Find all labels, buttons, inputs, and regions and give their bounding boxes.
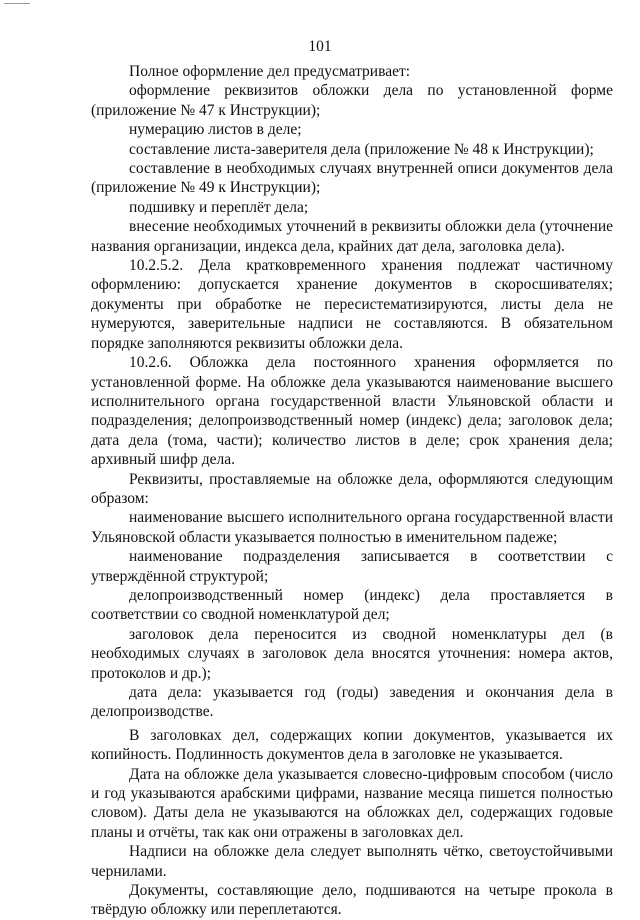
paragraph: В заголовках дел, содержащих копии документов, указывается их копийность. Подлинность документов дела в заголовке не указывается. [91, 726, 613, 764]
page-number: 101 [308, 38, 332, 55]
paragraph: подшивку и переплёт дела; [129, 198, 309, 216]
scan-artifact-top-left [4, 3, 30, 4]
paragraph: 10.2.6. Обложка дела постоянного хранения оформляется по установленной форме. На обложке дела указываются наименование высшего исполнительного органа государственной власти Ульяновской области и подразделения; делопроизводственный номер (индекс) дела; заголовок дела; дата дела (тома, части); количество листов в деле; срок хранения дела; архивный шифр дела. [91, 354, 613, 469]
paragraph: Документы, составляющие дело, подшиваются на четыре прокола в твёрдую обложку или переплетаются. [91, 882, 613, 919]
paragraph: внесение необходимых уточнений в реквизиты обложки дела (уточнение названия организации, индекса дела, крайних дат дела, заголовка дела). [91, 218, 613, 255]
paragraph: Полное оформление дел предусматривает: [129, 63, 411, 80]
paragraph: составление в необходимых случаях внутренней описи документов дела (приложение № 49 к Инструкции); [91, 160, 613, 197]
paragraph: делопроизводственный номер (индекс) дела проставляется в соответствии со сводной номенклатурой дел; [91, 586, 613, 624]
paragraph: наименование высшего исполнительного органа государственной власти Ульяновской области указывается полностью в именительном падеже; [91, 509, 613, 546]
paragraph: дата дела: указывается год (годы) заведения и окончания дела в делопроизводстве. [91, 684, 613, 721]
paragraph: 10.2.5.2. Дела кратковременного хранения подлежат частичному оформлению: допускается хранение документов в скоросшивателях; документы при обработке не пересистематизируются, листы дела не нумеруются, заверительные надписи не составляются. В обязательном порядке заполняются реквизиты обложки дела. [91, 257, 613, 352]
paragraph: наименование подразделения записывается в соответствии с утверждённой структурой; [91, 548, 613, 585]
paragraph: Реквизиты, проставляемые на обложке дела, оформляются следующим образом: [91, 470, 613, 507]
paragraph: Дата на обложке дела указывается словесно-цифровым способом (число и год указываются арабскими цифрами, название месяца пишется полностью словом). Даты дела не указываются на обложках дел, содержащих годовые планы и отчёты, так как они отражены в заголовках дел. [91, 765, 613, 841]
document-body [91, 62, 613, 920]
paragraph: нумерацию листов в деле; [129, 121, 302, 139]
paragraph: оформление реквизитов обложки дела по установленной форме (приложение № 47 к Инструкции); [91, 82, 613, 119]
paragraph: Надписи на обложке дела следует выполнять чётко, светоустойчивыми чернилами. [91, 843, 613, 880]
paragraph: заголовок дела переносится из сводной номенклатуры дел (в необходимых случаях в заголовок дела вносятся уточнения: номера актов, протоколов и др.); [91, 625, 613, 682]
paragraph: составление листа-заверителя дела (приложение № 48 к Инструкции); [129, 140, 594, 158]
